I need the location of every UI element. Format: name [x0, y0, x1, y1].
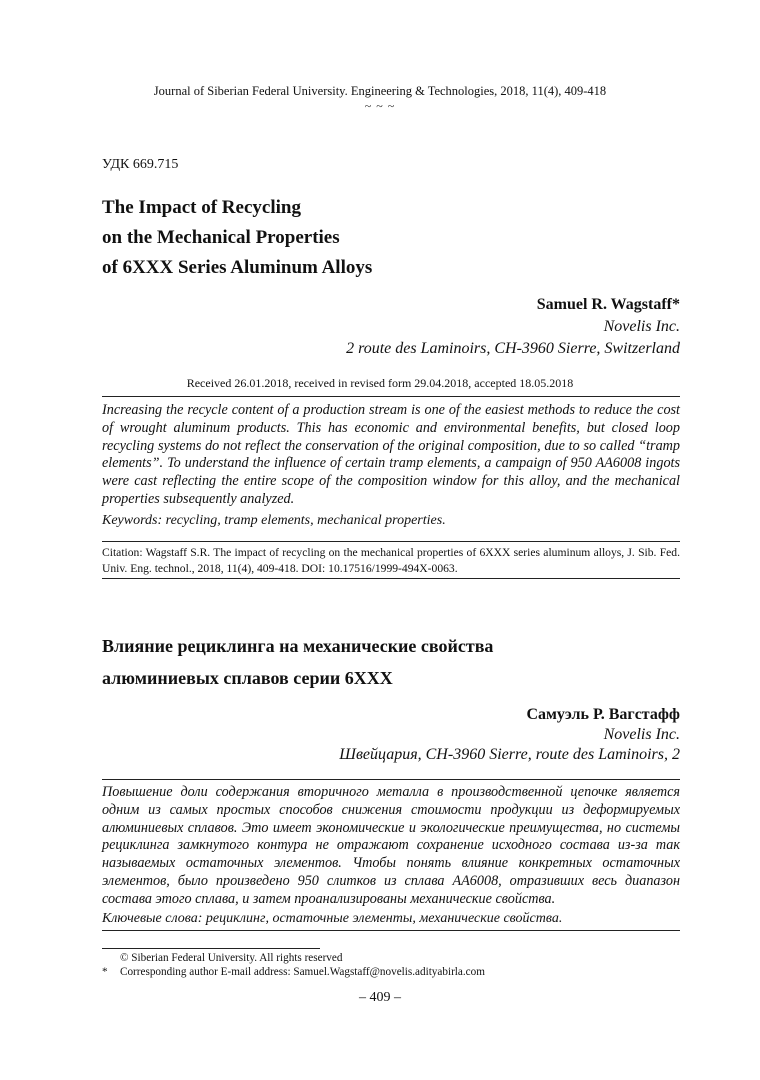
divider: [102, 779, 680, 780]
corresponding-note: [102, 966, 485, 978]
russian-keywords: Ключевые слова: рециклинг, остаточные элементы, механические свойства.: [102, 911, 563, 926]
russian-address: Швейцария, CH-3960 Sierre, route des Laminoirs, 2: [339, 746, 680, 763]
divider: [102, 578, 680, 579]
footnote-mark: *: [102, 966, 108, 978]
russian-author: Самуэль Р. Вагстафф: [526, 706, 680, 723]
english-title-line: The Impact of Recycling: [102, 197, 301, 218]
divider: [102, 930, 680, 931]
russian-title-line: алюминиевых сплавов серии 6XXX: [102, 668, 393, 688]
copyright-note: © Siberian Federal University. All rights reserved: [120, 952, 343, 964]
english-affiliation: Novelis Inc.: [603, 318, 680, 335]
received-dates: Received 26.01.2018, received in revised form 29.04.2018, accepted 18.05.2018: [186, 376, 574, 390]
corresponding-email: Corresponding author E-mail address: Samuel.Wagstaff@novelis.adityabirla.com: [120, 966, 485, 978]
english-keywords: Keywords: recycling, tramp elements, mechanical properties.: [102, 513, 446, 528]
divider: [102, 541, 680, 542]
english-title-line: of 6XXX Series Aluminum Alloys: [102, 257, 373, 278]
citation: Citation: Wagstaff S.R. The impact of recycling on the mechanical properties of 6XXX series aluminum alloys, J. Sib. Fed. Univ. Eng. technol., 2018, 11(4), 409-418. DOI: 10.17516/1999-494X-0063.: [102, 546, 680, 575]
journal-header: Journal of Siberian Federal University. Engineering & Technologies, 2018, 11(4), 409-418: [153, 84, 607, 98]
russian-affiliation: Novelis Inc.: [603, 726, 680, 743]
russian-abstract: Повышение доли содержания вторичного металла в производственной цепочке является одним из самых простых способов снижения стоимости продукции из деформируемых алюминиевых сплавов. Это имеет экономические и экологические преимущества, но системы рециклинга замкнутого контура не отражают сохранение исходного состава из-за так называемых остаточных элементов. Чтобы понять влияние конкретных остаточных элементов, было произведено 950 слитков из сплава AA6008, отразивших весь диапазон состава этого сплава, и затем проанализированы механические свойства.: [102, 784, 680, 907]
english-title-line: on the Mechanical Properties: [102, 227, 340, 248]
header-separator: ~ ~ ~: [364, 99, 396, 113]
divider: [102, 396, 680, 397]
footnote-divider: [102, 948, 320, 949]
russian-title-line: Влияние рециклинга на механические свойства: [102, 636, 494, 656]
english-address: 2 route des Laminoirs, CH-3960 Sierre, Switzerland: [346, 340, 680, 357]
russian-title: [102, 630, 493, 694]
udk-code: УДК 669.715: [102, 157, 179, 172]
english-abstract: Increasing the recycle content of a production stream is one of the easiest methods to reduce the cost of wrought aluminum products. This has economic and environmental benefits, but closed loop recycling systems do not reflect the conservation of the original composition, due to so called “tramp elements”. To understand the influence of certain tramp elements, a campaign of 950 AA6008 ingots were cast reflecting the entire scope of the composition window for this alloy, and the mechanical properties subsequently analyzed.: [102, 402, 680, 507]
english-author: Samuel R. Wagstaff*: [536, 296, 680, 313]
page-number: – 409 –: [359, 990, 401, 1005]
english-title: [102, 193, 372, 283]
